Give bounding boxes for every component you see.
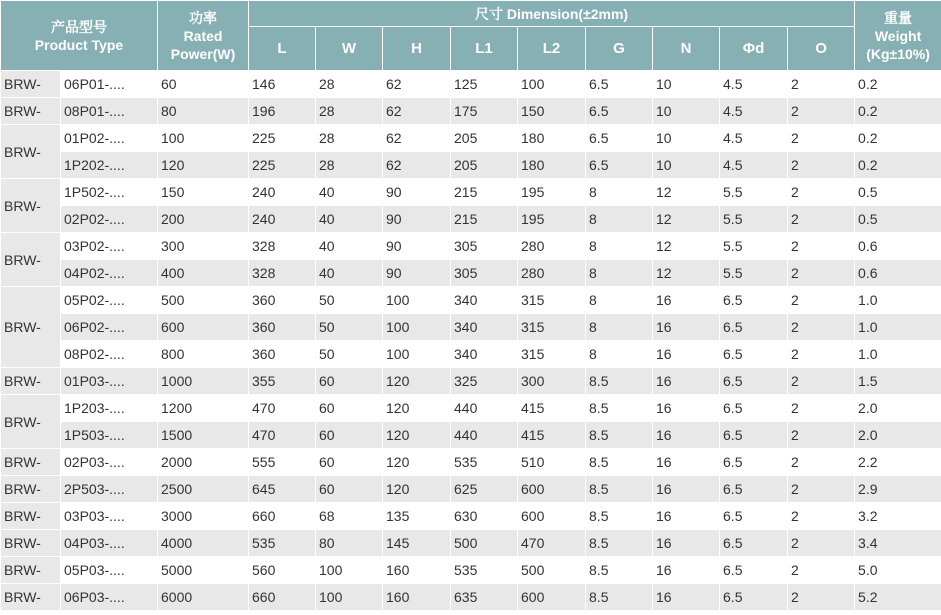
- table-cell: 215: [451, 179, 518, 206]
- dim-header-g: G: [586, 27, 653, 71]
- table-cell: 500: [158, 287, 249, 314]
- table-cell: 6.5: [720, 449, 788, 476]
- table-row: [1, 233, 941, 260]
- model-suffix-cell: 04P03-....: [61, 530, 158, 557]
- table-cell: 28: [316, 152, 383, 179]
- table-cell: 10: [653, 71, 720, 98]
- table-cell: 16: [653, 584, 720, 611]
- table-cell: 8: [586, 233, 653, 260]
- model-prefix-cell: BRW-: [1, 530, 61, 557]
- table-cell: 4.5: [720, 125, 788, 152]
- table-cell: 535: [249, 530, 316, 557]
- table-cell: 2: [788, 125, 855, 152]
- table-cell: 2: [788, 476, 855, 503]
- table-cell: 0.2: [855, 98, 941, 125]
- rated-power-en-2: Power(W): [170, 45, 236, 62]
- table-cell: 6.5: [720, 503, 788, 530]
- table-cell: 62: [383, 152, 451, 179]
- table-cell: 6.5: [720, 314, 788, 341]
- model-suffix-cell: 03P03-....: [61, 503, 158, 530]
- table-cell: 315: [518, 341, 586, 368]
- table-cell: 60: [158, 71, 249, 98]
- table-cell: 300: [158, 233, 249, 260]
- table-cell: 600: [518, 584, 586, 611]
- table-cell: 12: [653, 179, 720, 206]
- table-cell: 240: [249, 206, 316, 233]
- table-cell: 340: [451, 314, 518, 341]
- dim-header-n: N: [653, 27, 720, 71]
- table-cell: 1500: [158, 422, 249, 449]
- model-prefix-cell: BRW-: [1, 584, 61, 611]
- weight-en-2: (Kg±10%): [866, 45, 930, 62]
- model-prefix-cell: BRW-: [1, 368, 61, 395]
- table-cell: 225: [249, 125, 316, 152]
- table-cell: 1000: [158, 368, 249, 395]
- table-cell: 2: [788, 422, 855, 449]
- model-suffix-cell: 1P503-....: [61, 422, 158, 449]
- table-cell: 135: [383, 503, 451, 530]
- table-cell: 2500: [158, 476, 249, 503]
- table-cell: 2: [788, 152, 855, 179]
- table-cell: 2: [788, 260, 855, 287]
- table-cell: 8.5: [586, 503, 653, 530]
- table-row: [1, 125, 941, 152]
- table-cell: 470: [249, 395, 316, 422]
- table-cell: 145: [383, 530, 451, 557]
- table-cell: 6.5: [720, 476, 788, 503]
- table-row: [1, 395, 941, 422]
- table-cell: 2: [788, 206, 855, 233]
- model-suffix-cell: 04P02-....: [61, 260, 158, 287]
- dim-header-l1: L1: [451, 27, 518, 71]
- table-cell: 8.5: [586, 422, 653, 449]
- table-row: [1, 71, 941, 98]
- table-cell: 0.6: [855, 233, 941, 260]
- table-cell: 120: [383, 395, 451, 422]
- table-cell: 10: [653, 152, 720, 179]
- model-suffix-cell: 03P02-....: [61, 233, 158, 260]
- table-cell: 16: [653, 503, 720, 530]
- table-cell: 16: [653, 395, 720, 422]
- model-prefix-cell: BRW-: [1, 233, 61, 287]
- dim-header-l: L: [249, 27, 316, 71]
- table-cell: 205: [451, 125, 518, 152]
- table-row: [1, 179, 941, 206]
- table-cell: 62: [383, 125, 451, 152]
- table-cell: 2: [788, 395, 855, 422]
- table-cell: 2: [788, 287, 855, 314]
- model-suffix-cell: 1P502-....: [61, 179, 158, 206]
- table-cell: 50: [316, 314, 383, 341]
- table-cell: 12: [653, 233, 720, 260]
- table-row: [1, 152, 941, 179]
- table-cell: 360: [249, 341, 316, 368]
- table-cell: 225: [249, 152, 316, 179]
- model-suffix-cell: 1P202-....: [61, 152, 158, 179]
- table-cell: 120: [383, 449, 451, 476]
- table-cell: 440: [451, 422, 518, 449]
- table-cell: 50: [316, 287, 383, 314]
- dim-header-h: H: [383, 27, 451, 71]
- table-cell: 150: [518, 98, 586, 125]
- table-cell: 315: [518, 287, 586, 314]
- table-cell: 90: [383, 179, 451, 206]
- table-cell: 2.0: [855, 422, 941, 449]
- table-cell: 305: [451, 260, 518, 287]
- table-cell: 80: [316, 530, 383, 557]
- model-prefix-cell: BRW-: [1, 557, 61, 584]
- table-cell: 4.5: [720, 152, 788, 179]
- table-cell: 2: [788, 341, 855, 368]
- table-cell: 12: [653, 206, 720, 233]
- dim-header-phi-d: Φd: [720, 27, 788, 71]
- table-cell: 5.5: [720, 233, 788, 260]
- table-cell: 630: [451, 503, 518, 530]
- table-cell: 6.5: [720, 341, 788, 368]
- table-cell: 40: [316, 179, 383, 206]
- table-cell: 60: [316, 476, 383, 503]
- table-cell: 2: [788, 449, 855, 476]
- table-row: [1, 476, 941, 503]
- table-cell: 0.6: [855, 260, 941, 287]
- product-type-en: Product Type: [34, 36, 124, 53]
- model-prefix-cell: BRW-: [1, 98, 61, 125]
- table-cell: 1.0: [855, 287, 941, 314]
- table-cell: 10: [653, 98, 720, 125]
- model-prefix-cell: BRW-: [1, 476, 61, 503]
- table-cell: 215: [451, 206, 518, 233]
- table-cell: 150: [158, 179, 249, 206]
- table-cell: 16: [653, 368, 720, 395]
- dim-header-l2: L2: [518, 27, 586, 71]
- table-cell: 50: [316, 341, 383, 368]
- table-cell: 60: [316, 449, 383, 476]
- table-body: [1, 71, 941, 611]
- table-row: [1, 368, 941, 395]
- table-cell: 470: [518, 530, 586, 557]
- table-cell: 196: [249, 98, 316, 125]
- table-cell: 5.0: [855, 557, 941, 584]
- table-cell: 535: [451, 449, 518, 476]
- table-cell: 560: [249, 557, 316, 584]
- table-cell: 195: [518, 179, 586, 206]
- table-cell: 12: [653, 260, 720, 287]
- model-prefix-cell: BRW-: [1, 125, 61, 179]
- table-cell: 2.9: [855, 476, 941, 503]
- table-row: [1, 584, 941, 611]
- table-cell: 62: [383, 71, 451, 98]
- table-cell: 100: [383, 287, 451, 314]
- table-cell: 300: [518, 368, 586, 395]
- table-cell: 3.4: [855, 530, 941, 557]
- table-cell: 0.2: [855, 152, 941, 179]
- table-cell: 205: [451, 152, 518, 179]
- table-cell: 2000: [158, 449, 249, 476]
- model-suffix-cell: 1P203-....: [61, 395, 158, 422]
- table-cell: 5.5: [720, 206, 788, 233]
- model-prefix-cell: BRW-: [1, 503, 61, 530]
- model-prefix-cell: BRW-: [1, 71, 61, 98]
- table-cell: 125: [451, 71, 518, 98]
- model-suffix-cell: 05P02-....: [61, 287, 158, 314]
- model-suffix-cell: 06P03-....: [61, 584, 158, 611]
- table-cell: 90: [383, 233, 451, 260]
- rated-power-en-1: Rated: [183, 27, 223, 44]
- table-cell: 2: [788, 557, 855, 584]
- table-cell: 90: [383, 206, 451, 233]
- table-cell: 80: [158, 98, 249, 125]
- table-cell: 40: [316, 260, 383, 287]
- table-cell: 400: [158, 260, 249, 287]
- table-cell: 1.5: [855, 368, 941, 395]
- table-cell: 600: [158, 314, 249, 341]
- rated-power-cn: 功率: [189, 9, 218, 26]
- table-cell: 8.5: [586, 476, 653, 503]
- table-cell: 2: [788, 233, 855, 260]
- table-cell: 328: [249, 260, 316, 287]
- model-suffix-cell: 01P03-....: [61, 368, 158, 395]
- table-cell: 415: [518, 395, 586, 422]
- table-cell: 8.5: [586, 584, 653, 611]
- table-cell: 2: [788, 71, 855, 98]
- table-cell: 16: [653, 449, 720, 476]
- table-cell: 8.5: [586, 368, 653, 395]
- table-row: [1, 314, 941, 341]
- table-cell: 415: [518, 422, 586, 449]
- table-cell: 0.5: [855, 206, 941, 233]
- product-type-header: [1, 1, 158, 71]
- table-cell: 146: [249, 71, 316, 98]
- table-cell: 8: [586, 179, 653, 206]
- table-cell: 60: [316, 395, 383, 422]
- table-cell: 500: [451, 530, 518, 557]
- table-cell: 90: [383, 260, 451, 287]
- table-row: [1, 287, 941, 314]
- table-cell: 100: [383, 314, 451, 341]
- table-cell: 1.0: [855, 341, 941, 368]
- table-cell: 0.2: [855, 71, 941, 98]
- model-prefix-cell: BRW-: [1, 395, 61, 449]
- table-cell: 5.2: [855, 584, 941, 611]
- table-cell: 120: [383, 368, 451, 395]
- table-cell: 328: [249, 233, 316, 260]
- model-prefix-cell: BRW-: [1, 287, 61, 368]
- table-cell: 340: [451, 287, 518, 314]
- table-cell: 28: [316, 125, 383, 152]
- rated-power-header: [158, 1, 249, 71]
- table-cell: 6.5: [720, 557, 788, 584]
- table-cell: 555: [249, 449, 316, 476]
- table-cell: 6000: [158, 584, 249, 611]
- table-cell: 3000: [158, 503, 249, 530]
- table-cell: 8: [586, 260, 653, 287]
- table-cell: 16: [653, 422, 720, 449]
- table-cell: 5.5: [720, 179, 788, 206]
- model-prefix-cell: BRW-: [1, 449, 61, 476]
- table-cell: 4.5: [720, 98, 788, 125]
- table-cell: 2: [788, 584, 855, 611]
- table-cell: 2: [788, 368, 855, 395]
- table-cell: 660: [249, 584, 316, 611]
- table-cell: 28: [316, 71, 383, 98]
- table-row: [1, 422, 941, 449]
- table-cell: 4000: [158, 530, 249, 557]
- table-cell: 40: [316, 206, 383, 233]
- table-cell: 280: [518, 233, 586, 260]
- table-cell: 100: [316, 557, 383, 584]
- table-cell: 2: [788, 98, 855, 125]
- table-cell: 175: [451, 98, 518, 125]
- table-cell: 16: [653, 287, 720, 314]
- table-cell: 800: [158, 341, 249, 368]
- table-cell: 660: [249, 503, 316, 530]
- weight-cn: 重量: [884, 9, 913, 26]
- table-row: [1, 341, 941, 368]
- model-suffix-cell: 06P01-....: [61, 71, 158, 98]
- model-suffix-cell: 08P02-....: [61, 341, 158, 368]
- table-cell: 6.5: [720, 530, 788, 557]
- table-cell: 28: [316, 98, 383, 125]
- table-cell: 62: [383, 98, 451, 125]
- table-cell: 6.5: [586, 71, 653, 98]
- table-cell: 68: [316, 503, 383, 530]
- table-cell: 180: [518, 152, 586, 179]
- table-cell: 8: [586, 206, 653, 233]
- table-cell: 6.5: [586, 152, 653, 179]
- dimension-header: 尺寸 Dimension(±2mm): [249, 1, 855, 27]
- model-suffix-cell: 01P02-....: [61, 125, 158, 152]
- table-cell: 6.5: [586, 98, 653, 125]
- table-cell: 100: [518, 71, 586, 98]
- table-cell: 60: [316, 368, 383, 395]
- table-cell: 100: [316, 584, 383, 611]
- dim-header-o: O: [788, 27, 855, 71]
- table-cell: 2: [788, 503, 855, 530]
- table-cell: 2: [788, 314, 855, 341]
- table-cell: 10: [653, 125, 720, 152]
- table-cell: 16: [653, 476, 720, 503]
- table-cell: 8: [586, 314, 653, 341]
- table-cell: 6.5: [720, 395, 788, 422]
- table-cell: 8.5: [586, 530, 653, 557]
- model-suffix-cell: 05P03-....: [61, 557, 158, 584]
- table-cell: 8.5: [586, 395, 653, 422]
- table-cell: 470: [249, 422, 316, 449]
- table-row: [1, 503, 941, 530]
- table-cell: 5.5: [720, 260, 788, 287]
- table-cell: 6.5: [586, 125, 653, 152]
- table-cell: 635: [451, 584, 518, 611]
- dim-header-w: W: [316, 27, 383, 71]
- table-cell: 160: [383, 584, 451, 611]
- table-cell: 315: [518, 314, 586, 341]
- table-cell: 2: [788, 530, 855, 557]
- table-cell: 2: [788, 179, 855, 206]
- model-suffix-cell: 02P02-....: [61, 206, 158, 233]
- table-cell: 8: [586, 287, 653, 314]
- table-cell: 340: [451, 341, 518, 368]
- table-cell: 6.5: [720, 368, 788, 395]
- table-cell: 2.0: [855, 395, 941, 422]
- table-cell: 535: [451, 557, 518, 584]
- table-cell: 16: [653, 557, 720, 584]
- table-cell: 120: [383, 422, 451, 449]
- table-cell: 2.2: [855, 449, 941, 476]
- table-cell: 8: [586, 341, 653, 368]
- table-cell: 510: [518, 449, 586, 476]
- table-cell: 645: [249, 476, 316, 503]
- model-prefix-cell: BRW-: [1, 179, 61, 233]
- table-cell: 6.5: [720, 287, 788, 314]
- table-cell: 8.5: [586, 449, 653, 476]
- table-cell: 500: [518, 557, 586, 584]
- table-cell: 1200: [158, 395, 249, 422]
- product-type-cn: 产品型号: [51, 18, 107, 35]
- table-cell: 240: [249, 179, 316, 206]
- model-suffix-cell: 2P503-....: [61, 476, 158, 503]
- table-cell: 0.2: [855, 125, 941, 152]
- table-cell: 4.5: [720, 71, 788, 98]
- table-cell: 16: [653, 314, 720, 341]
- table-cell: 0.5: [855, 179, 941, 206]
- table-cell: 100: [158, 125, 249, 152]
- table-cell: 180: [518, 125, 586, 152]
- weight-header: [855, 1, 941, 71]
- table-cell: 625: [451, 476, 518, 503]
- table-cell: 200: [158, 206, 249, 233]
- table-cell: 40: [316, 233, 383, 260]
- weight-en-1: Weight: [874, 27, 922, 44]
- table-cell: 325: [451, 368, 518, 395]
- table-cell: 16: [653, 341, 720, 368]
- table-cell: 600: [518, 503, 586, 530]
- table-cell: 440: [451, 395, 518, 422]
- table-cell: 355: [249, 368, 316, 395]
- table-row: [1, 206, 941, 233]
- table-row: [1, 260, 941, 287]
- table-cell: 120: [383, 476, 451, 503]
- table-cell: 6.5: [720, 584, 788, 611]
- model-suffix-cell: 08P01-....: [61, 98, 158, 125]
- table-cell: 195: [518, 206, 586, 233]
- table-cell: 360: [249, 314, 316, 341]
- table-row: [1, 98, 941, 125]
- model-suffix-cell: 06P02-....: [61, 314, 158, 341]
- table-cell: 100: [383, 341, 451, 368]
- table-cell: 360: [249, 287, 316, 314]
- table-cell: 6.5: [720, 422, 788, 449]
- table-cell: 5000: [158, 557, 249, 584]
- table-row: [1, 557, 941, 584]
- model-suffix-cell: 02P03-....: [61, 449, 158, 476]
- table-row: [1, 449, 941, 476]
- table-cell: 280: [518, 260, 586, 287]
- table-cell: 1.0: [855, 314, 941, 341]
- table-cell: 160: [383, 557, 451, 584]
- table-header: [1, 1, 941, 71]
- table-cell: 8.5: [586, 557, 653, 584]
- table-cell: 305: [451, 233, 518, 260]
- table-cell: 3.2: [855, 503, 941, 530]
- table-cell: 60: [316, 422, 383, 449]
- table-cell: 16: [653, 530, 720, 557]
- table-row: [1, 530, 941, 557]
- table-cell: 600: [518, 476, 586, 503]
- table-cell: 120: [158, 152, 249, 179]
